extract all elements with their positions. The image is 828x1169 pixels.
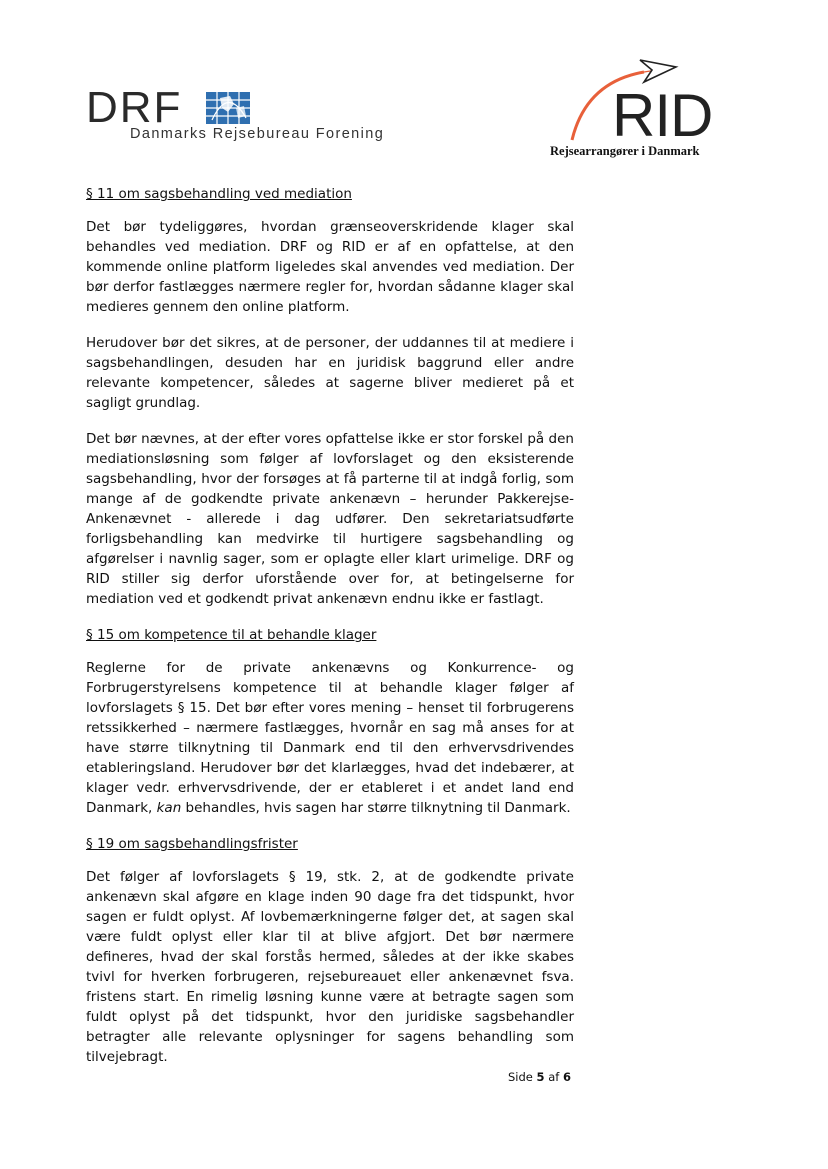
section-heading: § 11 om sagsbehandling ved mediation xyxy=(86,186,352,202)
section-15 xyxy=(86,625,574,818)
globe-icon xyxy=(206,92,250,124)
page-number xyxy=(508,1070,571,1084)
rid-subtitle: Rejsearrangører i Danmark xyxy=(550,144,700,158)
drf-logo xyxy=(86,83,436,146)
section-heading: § 19 om sagsbehandlingsfrister xyxy=(86,836,298,852)
rid-logo-letters: RID xyxy=(612,82,713,149)
paragraph-text: behandles, hvis sagen har større tilknytning til Danmark. xyxy=(181,800,571,816)
drf-logo-letters: DRF xyxy=(86,83,183,132)
section-19 xyxy=(86,834,574,1067)
page-total: 6 xyxy=(562,1070,571,1084)
page-prefix: Side xyxy=(508,1070,533,1084)
paragraph: Herudover bør det sikres, at de personer, der uddannes til at mediere i sagsbehandlingen, desuden har en juridisk baggrund eller andre relevante kompetencer, således at sagerne bliver medieret på et sagligt grundlag. xyxy=(86,335,574,411)
page-separator: af xyxy=(548,1070,560,1084)
paragraph xyxy=(86,658,574,818)
section-heading: § 15 om kompetence til at behandle klager xyxy=(86,627,377,643)
drf-subtitle: Danmarks Rejsebureau Forening xyxy=(130,126,385,142)
emphasis-text: kan xyxy=(156,800,182,816)
rid-logo xyxy=(548,52,738,164)
paragraph: Det følger af lovforslagets § 19, stk. 2, at de godkendte private ankenævn skal afgøre en klage inden 90 dage fra det tidspunkt, hvor sagen er fuldt oplyst. Af lovbemærkningerne følger det, at sagen skal være fuldt oplyst eller klar til at blive afgjort. Det bør nærmere defineres, hvad der skal forstås hermed, således at der ikke skabes tvivl for hverken forbrugeren, rejsebureauet eller ankenævnet fsva. fristens start. En rimelig løsning kunne være at betragte sagen som fuldt oplyst på det tidspunkt, hvor den juridiske sagsbehandler betragter alle relevante oplysninger for sagens behandling som tilvejebragt. xyxy=(86,869,574,1065)
paragraph: Det bør tydeliggøres, hvordan grænseoverskridende klager skal behandles ved mediation. DRF og RID er af en opfattelse, at den kommende online platform ligeledes skal anvendes ved mediation. Der bør derfor fastlægges nærmere regler for, hvordan sådanne klager skal medieres gennem den online platform. xyxy=(86,219,574,315)
section-11 xyxy=(86,184,574,609)
document-body xyxy=(86,184,574,1083)
page-current: 5 xyxy=(536,1070,545,1084)
paragraph-text: Reglerne for de private ankenævns og Konkurrence- og Forbrugerstyrelsens kompetence til at behandle klager følger af lovforslagets § 15. Det bør efter vores mening – henset til forbrugerens retssikkerhed – nærmere fastlægges, hvornår en sag må anses for at have større tilknytning til Danmark end til den erhvervsdrivendes etableringsland. Herudover bør det klarlægges, hvad det indebærer, at klager vedr. erhvervsdrivende, der er etableret i et andet land end Danmark, xyxy=(86,660,574,816)
paragraph: Det bør nævnes, at der efter vores opfattelse ikke er stor forskel på den mediationsløsning som følger af lovforslaget og den eksisterende sagsbehandling, hvor der forsøges at få parterne til at indgå forlig, som mange af de godkendte private ankenævn – herunder Pakkerejse-Ankenævnet - allerede i dag udfører. Den sekretariatsudførte forligsbehandling kan medvirke til hurtigere sagsbehandling og afgørelser i navnlig sager, som er oplagte eller klart urimelige. DRF og RID stiller sig derfor uforstående over for, at betingelserne for mediation ved et godkendt privat ankenævn endnu ikke er fastlagt. xyxy=(86,431,574,607)
